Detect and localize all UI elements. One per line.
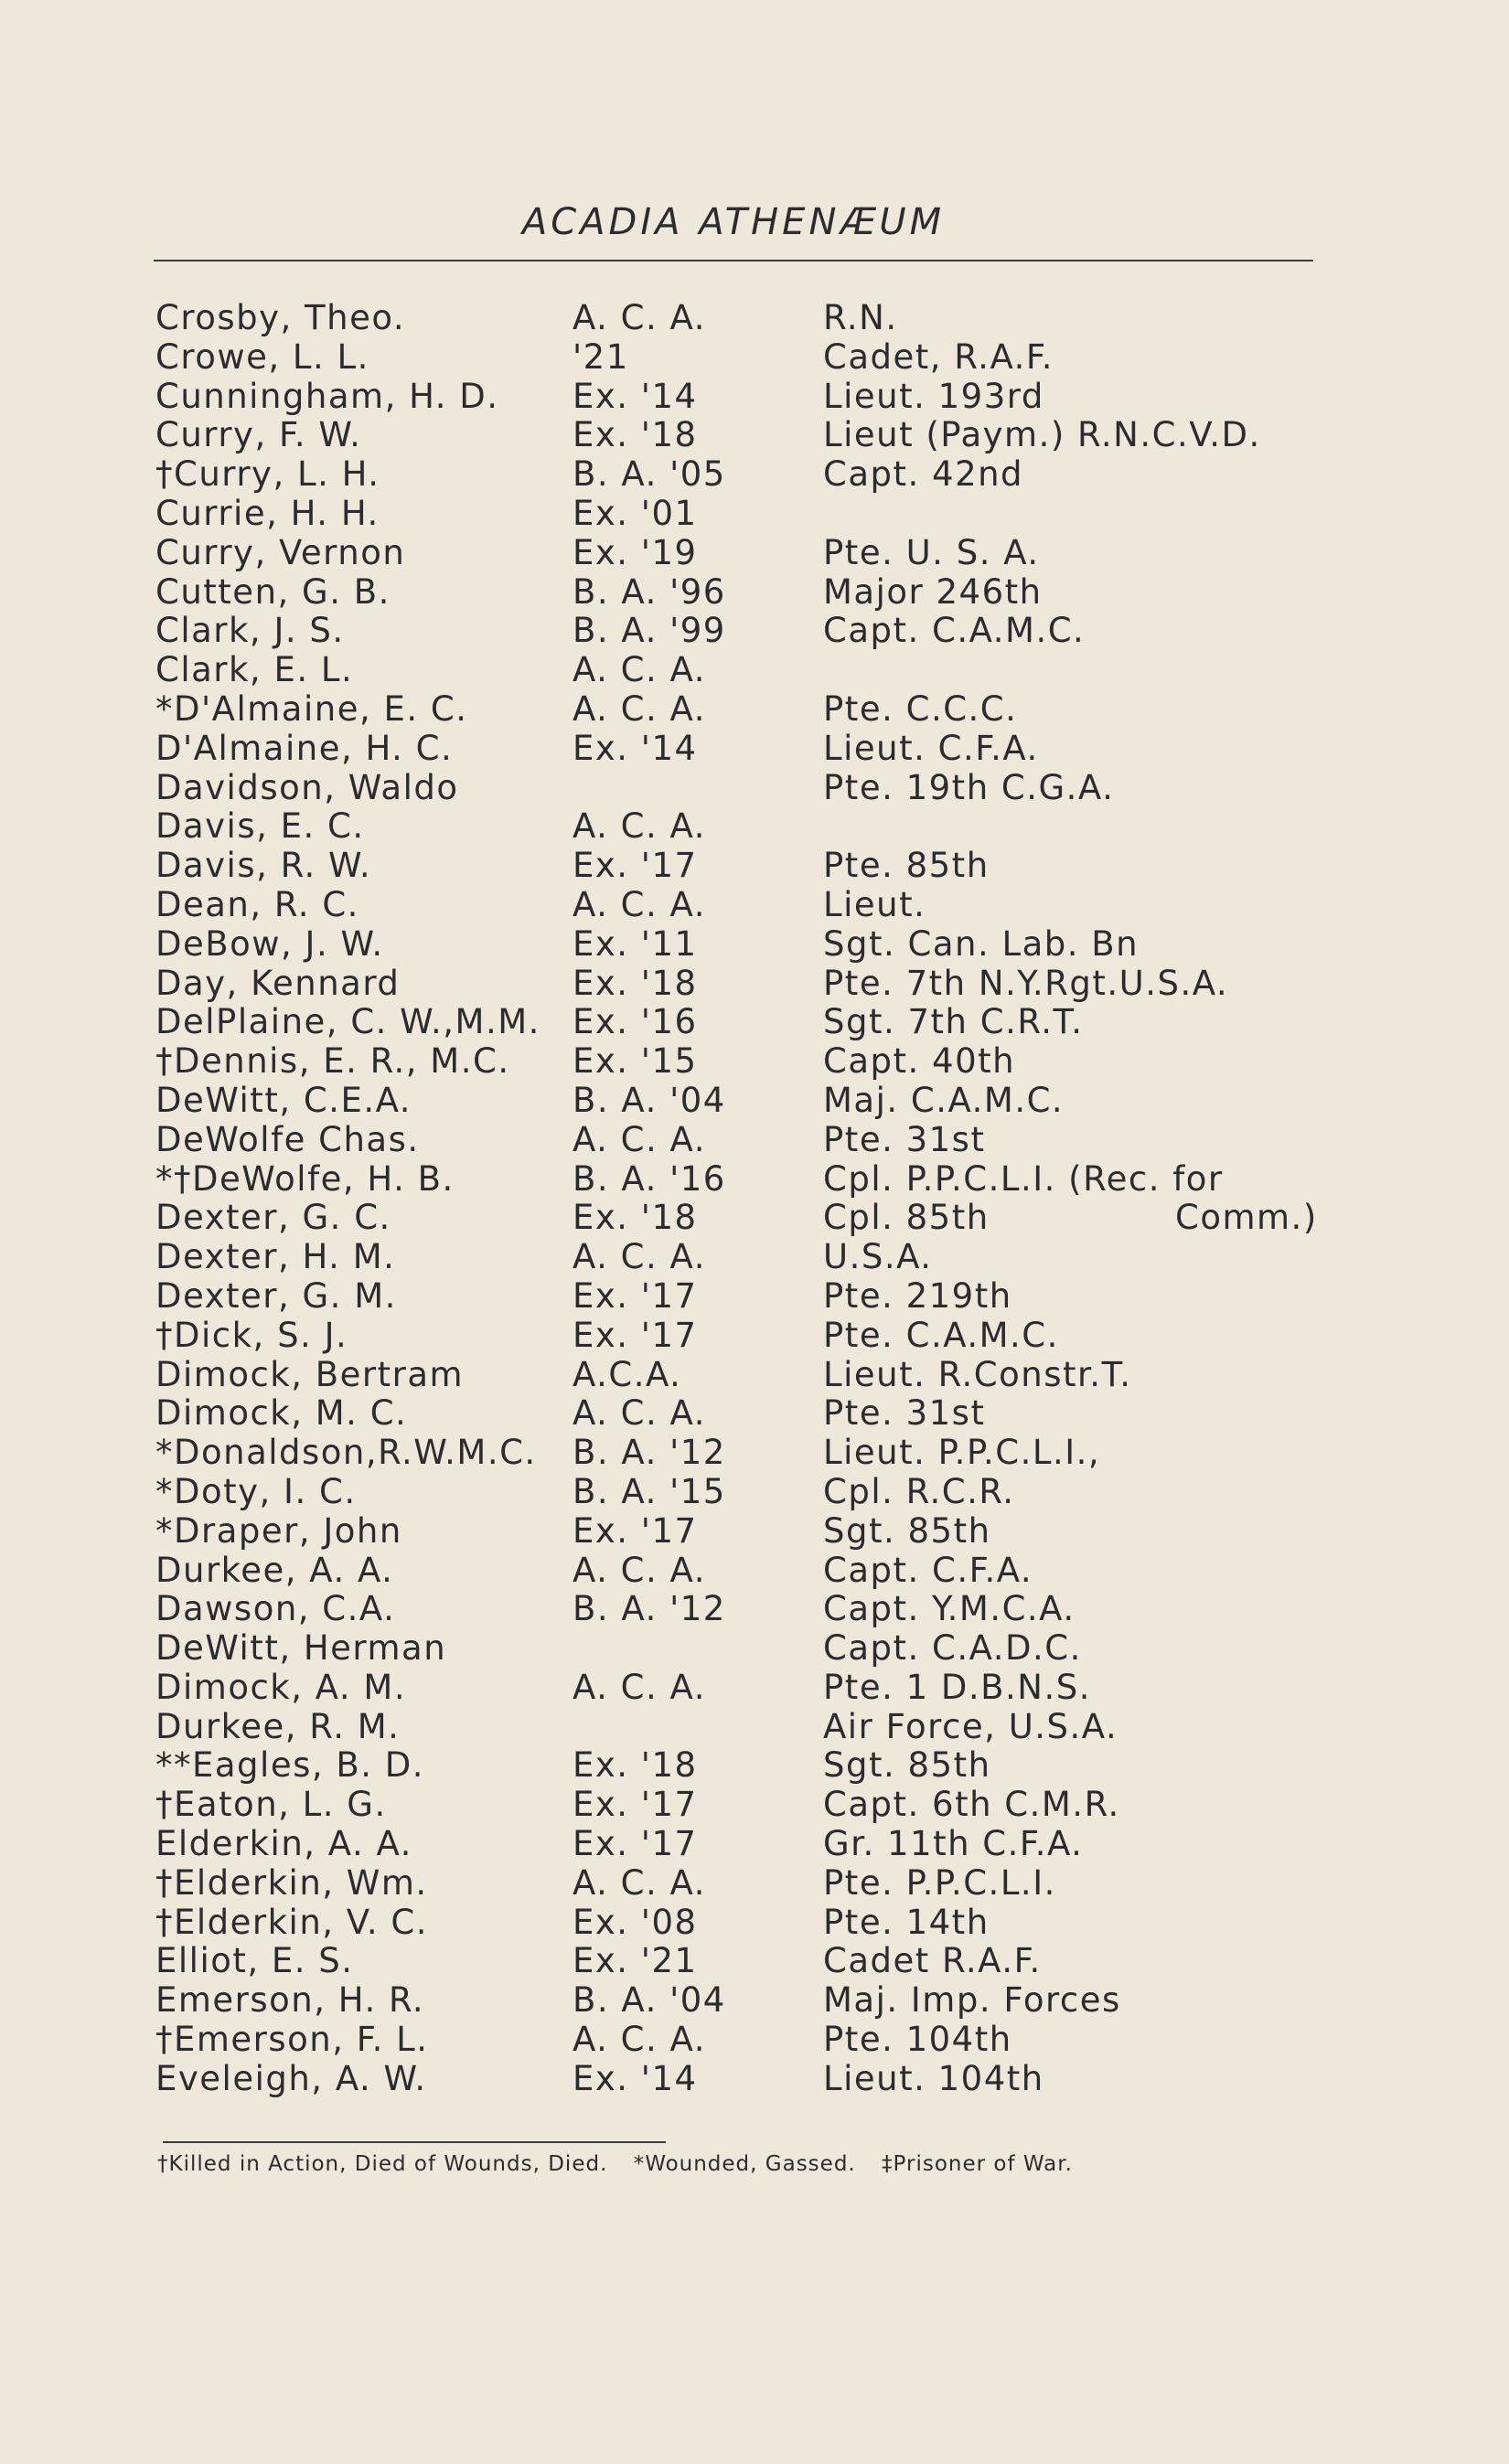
roster-name: Dawson, C.A. [155, 1589, 396, 1629]
roster-service: Cadet R.A.F. [823, 1941, 1042, 1981]
roster-class: B. A. '96 [573, 571, 726, 612]
roster-name: Elliot, E. S. [155, 1941, 354, 1981]
roster-row [155, 1942, 1344, 1981]
roster-class: A. C. A. [573, 688, 706, 729]
roster-service: Sgt. 85th [823, 1510, 991, 1551]
roster-row [155, 1356, 1344, 1395]
roster-class: A.C.A. [573, 1354, 682, 1394]
roster-name: †Elderkin, Wm. [155, 1862, 428, 1903]
roster-row [155, 1277, 1344, 1317]
roster-service: Lieut. C.F.A. [823, 728, 1039, 768]
roster-class: Ex. '17 [573, 846, 698, 886]
roster-row [155, 1394, 1344, 1434]
roster-name: *†DeWolfe, H. B. [155, 1158, 455, 1199]
roster-row [155, 690, 1344, 730]
footnote-rule [163, 2141, 666, 2143]
roster-row [155, 2060, 1344, 2099]
roster-class: Ex. '18 [573, 963, 698, 1003]
roster-service: Capt. C.F.A. [823, 1550, 1033, 1590]
roster-row [155, 455, 1344, 495]
roster-class: A. C. A. [573, 1667, 706, 1707]
roster-class: Ex. '15 [573, 1041, 698, 1082]
roster-row [155, 2021, 1344, 2060]
roster-class: B. A. '15 [573, 1471, 726, 1511]
roster-service: Pte. 219th [823, 1275, 1012, 1316]
roster-service: Lieut. R.Constr.T. [823, 1354, 1132, 1394]
page-title: ACADIA ATHENÆUM [521, 201, 946, 243]
roster-row [155, 965, 1344, 1004]
roster-service: Lieut. 104th [823, 2058, 1044, 2098]
roster-class: '21 [573, 336, 629, 377]
roster-class: Ex. '17 [573, 1275, 698, 1316]
roster-service: Pte. 85th [823, 846, 990, 886]
roster-service: Capt. 6th C.M.R. [823, 1785, 1120, 1825]
roster-service: Pte. 31st [823, 1119, 986, 1159]
roster-name: Currie, H. H. [155, 493, 380, 533]
roster-service: Pte. U. S. A. [823, 532, 1040, 572]
roster-class: Ex. '01 [573, 493, 698, 533]
roster-service: R.N. [823, 298, 898, 337]
roster-class: B. A. '05 [573, 454, 726, 495]
footnote-wounded: *Wounded, Gassed. [633, 2152, 856, 2176]
roster-row [155, 1669, 1344, 1708]
roster-name: Dimock, Bertram [155, 1354, 465, 1394]
roster-service: Pte. C.A.M.C. [823, 1315, 1059, 1355]
roster-name: Durkee, A. A. [155, 1550, 394, 1590]
roster-name: Dexter, G. M. [155, 1275, 397, 1316]
roster-service-continuation: Comm.) [1175, 1198, 1318, 1238]
roster-row [155, 1981, 1344, 2021]
roster-class: Ex. '14 [573, 728, 698, 768]
roster-service: Pte. 14th [823, 1902, 990, 1942]
roster-service: Pte. 104th [823, 2020, 1012, 2060]
roster-class: B. A. '12 [573, 1589, 726, 1629]
footnote-prisoner: ‡Prisoner of War. [882, 2152, 1073, 2176]
roster-class: A. C. A. [573, 298, 706, 337]
roster-service: Lieut (Paym.) R.N.C.V.D. [823, 415, 1261, 455]
roster-service: Lieut. 193rd [823, 376, 1044, 416]
roster-row [155, 1238, 1344, 1277]
roster-row [155, 573, 1344, 613]
roster-row [155, 1512, 1344, 1552]
roster-service: Cadet, R.A.F. [823, 336, 1054, 377]
roster-row [155, 495, 1344, 534]
roster-class: A. C. A. [573, 2020, 706, 2060]
roster-name: Day, Kennard [155, 963, 401, 1003]
roster-class: Ex. '17 [573, 1315, 698, 1355]
roster-row [155, 1003, 1344, 1042]
roster-class: Ex. '19 [573, 532, 698, 572]
roster-row [155, 769, 1344, 808]
footnote [157, 2152, 1091, 2176]
roster-service: Cpl. 85th [823, 1198, 990, 1238]
roster-row [155, 1864, 1344, 1904]
roster-service: Major 246th [823, 571, 1043, 612]
roster-name: Clark, J. S. [155, 611, 345, 651]
roster-name: Eveleigh, A. W. [155, 2058, 427, 2098]
roster-row [155, 1825, 1344, 1864]
roster-name: Emerson, H. R. [155, 1980, 425, 2021]
roster-name: DeWitt, Herman [155, 1628, 447, 1669]
roster-class: A. C. A. [573, 806, 706, 847]
roster-row [155, 886, 1344, 925]
roster-service: Pte. C.C.C. [823, 688, 1018, 729]
roster-class: Ex. '11 [573, 923, 698, 964]
roster-class: Ex. '14 [573, 2058, 698, 2098]
footnote-killed: †Killed in Action, Died of Wounds, Died. [157, 2152, 608, 2176]
roster-row [155, 1082, 1344, 1121]
roster-row [155, 925, 1344, 965]
roster-name: **Eagles, B. D. [155, 1745, 425, 1786]
roster-class: Ex. '18 [573, 415, 698, 455]
roster-class: Ex. '21 [573, 1941, 698, 1981]
roster-list [155, 299, 1344, 2099]
roster-name: *Draper, John [155, 1510, 402, 1551]
roster-class: Ex. '17 [573, 1824, 698, 1864]
roster-name: Dexter, H. M. [155, 1237, 396, 1277]
roster-service: Air Force, U.S.A. [823, 1706, 1118, 1746]
roster-service: Lieut. [823, 884, 926, 924]
roster-name: †Dennis, E. R., M.C. [155, 1041, 510, 1082]
roster-service: Capt. 42nd [823, 454, 1024, 495]
roster-name: Dean, R. C. [155, 884, 359, 924]
roster-row [155, 378, 1344, 417]
roster-service: Pte. P.P.C.L.I. [823, 1862, 1056, 1903]
roster-row [155, 1317, 1344, 1356]
roster-service: Gr. 11th C.F.A. [823, 1824, 1084, 1864]
roster-class: A. C. A. [573, 1393, 706, 1434]
roster-service: Cpl. R.C.R. [823, 1471, 1015, 1511]
roster-name: Elderkin, A. A. [155, 1824, 412, 1864]
roster-service: Pte. 7th N.Y.Rgt.U.S.A. [823, 963, 1229, 1003]
roster-name: †Elderkin, V. C. [155, 1902, 428, 1942]
roster-service: Maj. Imp. Forces [823, 1980, 1121, 2021]
roster-name: Davis, E. C. [155, 806, 365, 847]
roster-class: Ex. '18 [573, 1198, 698, 1238]
roster-row [155, 847, 1344, 886]
roster-name: Crowe, L. L. [155, 336, 369, 377]
roster-class: A. C. A. [573, 1119, 706, 1159]
roster-row [155, 1786, 1344, 1825]
roster-name: DeBow, J. W. [155, 923, 384, 964]
roster-class: A. C. A. [573, 884, 706, 924]
roster-service: Sgt. 7th C.R.T. [823, 1002, 1084, 1042]
roster-service: Sgt. 85th [823, 1745, 991, 1786]
roster-service: U.S.A. [823, 1237, 933, 1277]
roster-row [155, 1590, 1344, 1629]
roster-row [155, 1160, 1344, 1200]
roster-class: Ex. '17 [573, 1510, 698, 1551]
roster-service: Pte. 19th C.G.A. [823, 767, 1115, 807]
roster-name: †Curry, L. H. [155, 454, 380, 495]
roster-row [155, 1199, 1344, 1238]
roster-row [155, 1473, 1344, 1512]
roster-name: *Donaldson,R.W.M.C. [155, 1433, 537, 1473]
roster-name: Curry, Vernon [155, 532, 406, 572]
roster-name: DelPlaine, C. W.,M.M. [155, 1002, 540, 1042]
roster-row [155, 1904, 1344, 1943]
roster-row [155, 1434, 1344, 1473]
roster-service: Sgt. Can. Lab. Bn [823, 923, 1140, 964]
roster-name: Curry, F. W. [155, 415, 362, 455]
roster-name: Clark, E. L. [155, 650, 354, 690]
roster-name: Crosby, Theo. [155, 298, 406, 337]
roster-name: DeWitt, C.E.A. [155, 1080, 412, 1120]
roster-name: D'Almaine, H. C. [155, 728, 454, 768]
roster-class: B. A. '99 [573, 611, 726, 651]
roster-name: Dimock, M. C. [155, 1393, 408, 1434]
roster-row [155, 416, 1344, 455]
roster-class: B. A. '16 [573, 1158, 726, 1199]
roster-name: Davidson, Waldo [155, 767, 459, 807]
roster-row [155, 1629, 1344, 1669]
roster-service: Cpl. P.P.C.L.I. (Rec. for [823, 1158, 1224, 1199]
roster-name: †Dick, S. J. [155, 1315, 348, 1355]
roster-class: Ex. '18 [573, 1745, 698, 1786]
roster-name: *Doty, I. C. [155, 1471, 357, 1511]
roster-service: Capt. 40th [823, 1041, 1016, 1082]
roster-service: Capt. C.A.D.C. [823, 1628, 1082, 1669]
roster-row [155, 534, 1344, 573]
roster-service: Pte. 31st [823, 1393, 986, 1434]
roster-name: Cunningham, H. D. [155, 376, 499, 416]
roster-name: †Eaton, L. G. [155, 1785, 387, 1825]
roster-class: Ex. '17 [573, 1785, 698, 1825]
roster-row [155, 730, 1344, 769]
roster-name: Davis, R. W. [155, 846, 372, 886]
roster-service: Pte. 1 D.B.N.S. [823, 1667, 1091, 1707]
roster-row [155, 1042, 1344, 1082]
roster-service: Lieut. P.P.C.L.I., [823, 1433, 1101, 1473]
roster-row [155, 1746, 1344, 1786]
roster-class: B. A. '04 [573, 1080, 726, 1120]
roster-row [155, 651, 1344, 690]
roster-class: A. C. A. [573, 1237, 706, 1277]
roster-name: Durkee, R. M. [155, 1706, 401, 1746]
roster-row [155, 1552, 1344, 1591]
header-rule [154, 260, 1313, 261]
roster-name: *D'Almaine, E. C. [155, 688, 468, 729]
roster-class: Ex. '08 [573, 1902, 698, 1942]
roster-class: Ex. '14 [573, 376, 698, 416]
roster-row [155, 338, 1344, 378]
roster-name: Dexter, G. C. [155, 1198, 391, 1238]
roster-class: A. C. A. [573, 1862, 706, 1903]
roster-name: Dimock, A. M. [155, 1667, 407, 1707]
roster-row [155, 1708, 1344, 1747]
roster-service: Capt. Y.M.C.A. [823, 1589, 1076, 1629]
roster-class: A. C. A. [573, 1550, 706, 1590]
roster-class: B. A. '12 [573, 1433, 726, 1473]
roster-row [155, 1121, 1344, 1160]
roster-row [155, 299, 1344, 338]
roster-service: Capt. C.A.M.C. [823, 611, 1086, 651]
roster-service: Maj. C.A.M.C. [823, 1080, 1065, 1120]
roster-class: Ex. '16 [573, 1002, 698, 1042]
roster-class: A. C. A. [573, 650, 706, 690]
roster-row [155, 807, 1344, 847]
roster-name: DeWolfe Chas. [155, 1119, 420, 1159]
roster-name: †Emerson, F. L. [155, 2020, 429, 2060]
roster-name: Cutten, G. B. [155, 571, 391, 612]
roster-row [155, 612, 1344, 651]
roster-class: B. A. '04 [573, 1980, 726, 2021]
